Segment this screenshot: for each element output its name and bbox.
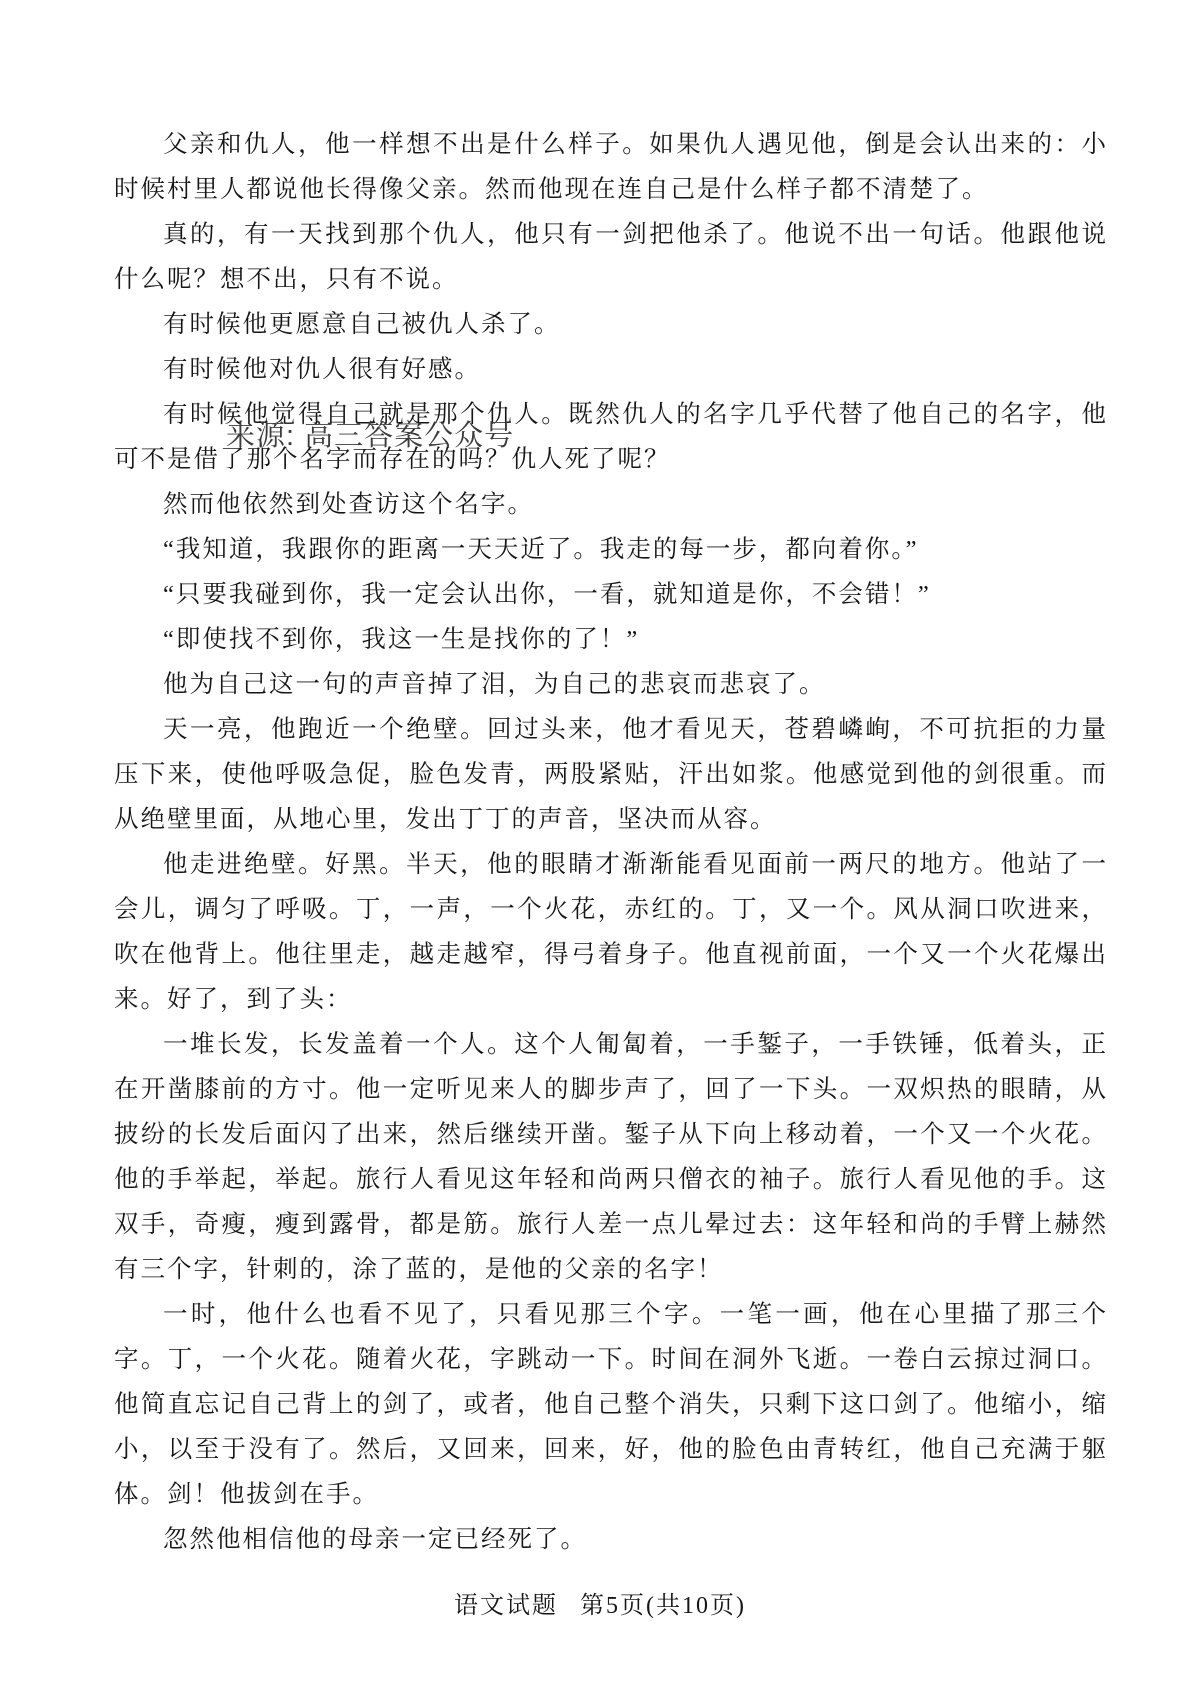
paragraph-3: 有时候他更愿意自己被仇人杀了。 bbox=[163, 311, 561, 338]
paragraph-7: “我知道，我跟你的距离一天天近了。我走的每一步，都向着你。” bbox=[163, 536, 919, 563]
paragraph-4: 有时候他对仇人很有好感。 bbox=[163, 356, 481, 383]
paragraph-11: 天一亮，他跑近一个绝壁。回过头来，他才看见天，苍碧嶙峋，不可抗拒的力量压下来，使他呼吸急促，脸色发青，两股紧贴，汗出如浆。他感觉到他的剑很重。而从绝壁里面，从地心里，发出丁丁的声音，坚决而从容。 bbox=[114, 716, 1108, 833]
paragraph-8: “只要我碰到你，我一定会认出你，一看，就知道是你，不会错！” bbox=[163, 581, 931, 608]
paragraph-9: “即使找不到你，我这一生是找你的了！” bbox=[163, 626, 640, 653]
paragraph-12: 他走进绝壁。好黑。半天，他的眼睛才渐渐能看见面前一两尺的地方。他站了一会儿，调匀了呼吸。丁，一声，一个火花，赤红的。丁，又一个。风从洞口吹进来，吹在他背上。他往里走，越走越窄，得弓着身子。他直视前面，一个又一个火花爆出来。好了，到了头： bbox=[114, 851, 1108, 1013]
footer-page-number: 第5页(共10页) bbox=[580, 1593, 746, 1619]
body-text bbox=[114, 122, 1108, 1562]
source-watermark: 来源: 高三答案公众号 bbox=[226, 420, 515, 452]
paragraph-1: 父亲和仇人，他一样想不出是什么样子。如果仇人遇见他，倒是会认出来的：小时候村里人都说他长得像父亲。然而他现在连自己是什么样子都不清楚了。 bbox=[114, 131, 1108, 203]
paragraph-13: 一堆长发，长发盖着一个人。这个人匍匐着，一手錾子，一手铁锤，低着头，正在开凿膝前的方寸。他一定听见来人的脚步声了，回了一下头。一双炽热的眼睛，从披纷的长发后面闪了出来，然后继续开凿。錾子从下向上移动着，一个又一个火花。他的手举起，举起。旅行人看见这年轻和尚两只僧衣的袖子。旅行人看见他的手。这双手，奇瘦，瘦到露骨，都是筋。旅行人差一点儿晕过去：这年轻和尚的手臂上赫然有三个字，针刺的，涂了蓝的，是他的父亲的名字！ bbox=[114, 1031, 1108, 1283]
paragraph-6: 然而他依然到处查访这个名字。 bbox=[163, 491, 534, 518]
paragraph-10: 他为自己这一句的声音掉了泪，为自己的悲哀而悲哀了。 bbox=[163, 671, 826, 698]
page-footer bbox=[0, 1585, 1200, 1620]
paragraph-2: 真的，有一天找到那个仇人，他只有一剑把他杀了。他说不出一句话。他跟他说什么呢？想不出，只有不说。 bbox=[114, 221, 1108, 293]
footer-exam-label: 语文试题 bbox=[454, 1593, 558, 1619]
paragraph-15: 忽然他相信他的母亲一定已经死了。 bbox=[163, 1526, 587, 1553]
paragraph-5: 有时候他觉得自己就是那个仇人。既然仇人的名字几乎代替了他自己的名字，他可不是借了那个名字而存在的吗？仇人死了呢？ bbox=[114, 401, 1108, 473]
paragraph-14: 一时，他什么也看不见了，只看见那三个字。一笔一画，他在心里描了那三个字。丁，一个火花。随着火花，字跳动一下。时间在洞外飞逝。一卷白云掠过洞口。他简直忘记自己背上的剑了，或者，他自己整个消失，只剩下这口剑了。他缩小，缩小，以至于没有了。然后，又回来，回来，好，他的脸色由青转红，他自己充满于躯体。剑！他拔剑在手。 bbox=[114, 1301, 1108, 1508]
